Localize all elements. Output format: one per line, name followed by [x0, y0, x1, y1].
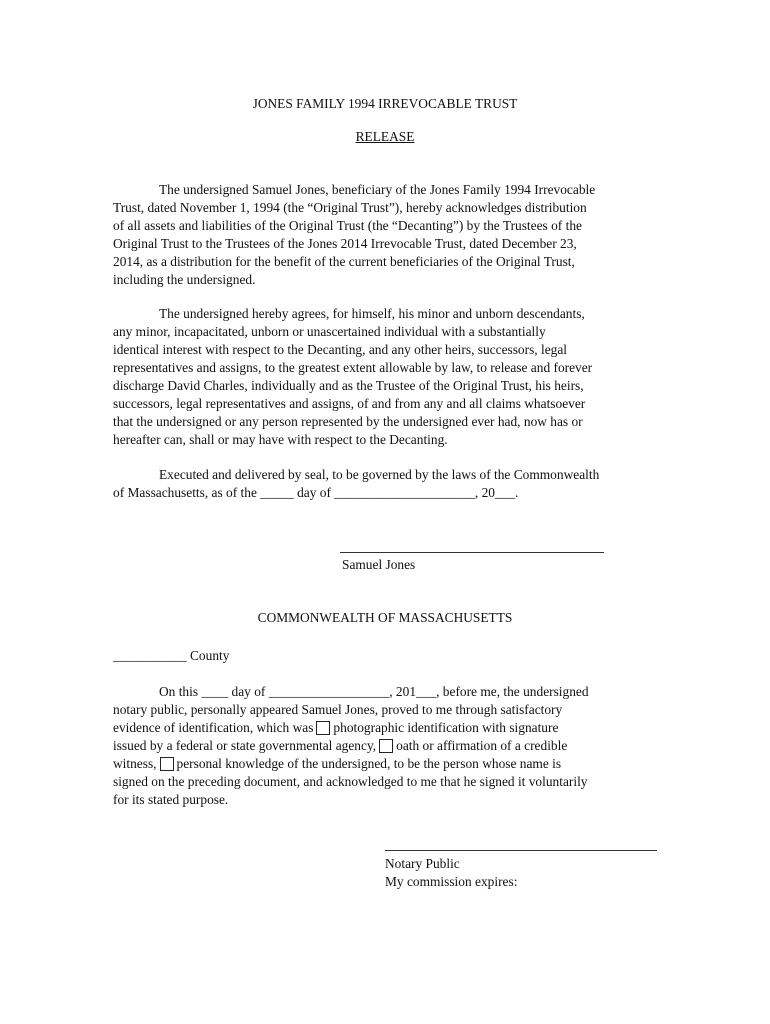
execution-paragraph: [113, 466, 653, 502]
text-line: The undersigned hereby agrees, for himself, his minor and unborn descendants,: [159, 306, 585, 321]
text-segment: oath or affirmation of a credible: [396, 738, 568, 753]
text-line: On this ____ day of __________________, 201___, before me, the undersigned: [159, 684, 589, 699]
release-paragraph-2: [113, 305, 653, 449]
text-line: Trust, dated November 1, 1994 (the “Original Trust”), hereby acknowledges distribution: [113, 200, 587, 215]
commonwealth-heading: COMMONWEALTH OF MASSACHUSETTS: [257, 610, 513, 625]
text-line: of Massachusetts, as of the _____ day of _____________________, 20___.: [113, 485, 519, 500]
signature-line: [340, 552, 604, 553]
oath-affirmation-checkbox[interactable]: [379, 739, 393, 753]
text-line: any minor, incapacitated, unborn or unascertained individual with a substantially: [113, 324, 546, 339]
text-line: signed on the preceding document, and acknowledged to me that he signed it voluntarily: [113, 774, 588, 789]
document-subtitle: RELEASE: [355, 129, 415, 144]
personal-knowledge-checkbox[interactable]: [160, 757, 174, 771]
notary-public-label: Notary Public: [385, 856, 460, 871]
release-paragraph-1: [113, 181, 653, 289]
text-line: representatives and assigns, to the greatest extent allowable by law, to release and forever: [113, 360, 593, 375]
document-title: JONES FAMILY 1994 IRREVOCABLE TRUST: [252, 96, 518, 111]
signer-name: Samuel Jones: [342, 557, 416, 572]
notary-paragraph: [113, 683, 653, 809]
commission-expires-label: My commission expires:: [385, 874, 518, 889]
text-line: Original Trust to the Trustees of the Jones 2014 Irrevocable Trust, dated December 23,: [113, 236, 577, 251]
text-segment: photographic identification with signature: [333, 720, 559, 735]
text-line: [113, 737, 653, 755]
text-segment: personal knowledge of the undersigned, to be the person whose name is: [176, 756, 562, 771]
text-line: The undersigned Samuel Jones, beneficiary of the Jones Family 1994 Irrevocable: [159, 182, 596, 197]
text-line: notary public, personally appeared Samuel Jones, proved to me through satisfactory: [113, 702, 563, 717]
text-line: hereafter can, shall or may have with respect to the Decanting.: [113, 432, 448, 447]
text-segment: evidence of identification, which was: [113, 720, 314, 735]
text-segment: issued by a federal or state governmental agency,: [113, 738, 377, 753]
notary-signature-line: [385, 850, 657, 851]
text-line: that the undersigned or any person represented by the undersigned ever had, now has or: [113, 414, 583, 429]
county-line: ___________ County: [113, 648, 230, 663]
text-line: for its stated purpose.: [113, 792, 229, 807]
text-line: including the undersigned.: [113, 272, 256, 287]
text-line: Executed and delivered by seal, to be governed by the laws of the Commonwealth: [159, 467, 600, 482]
text-line: 2014, as a distribution for the benefit of the current beneficiaries of the Original Trust,: [113, 254, 575, 269]
text-segment: witness,: [113, 756, 157, 771]
text-line: discharge David Charles, individually and as the Trustee of the Original Trust, his heirs,: [113, 378, 584, 393]
text-line: identical interest with respect to the Decanting, and any other heirs, successors, legal: [113, 342, 568, 357]
text-line: of all assets and liabilities of the Original Trust (the “Decanting”) by the Trustees of the: [113, 218, 582, 233]
text-line: [113, 755, 653, 773]
photo-id-checkbox[interactable]: [316, 721, 330, 735]
text-line: successors, legal representatives and assigns, of and from any and all claims whatsoever: [113, 396, 586, 411]
text-line: [113, 719, 653, 737]
